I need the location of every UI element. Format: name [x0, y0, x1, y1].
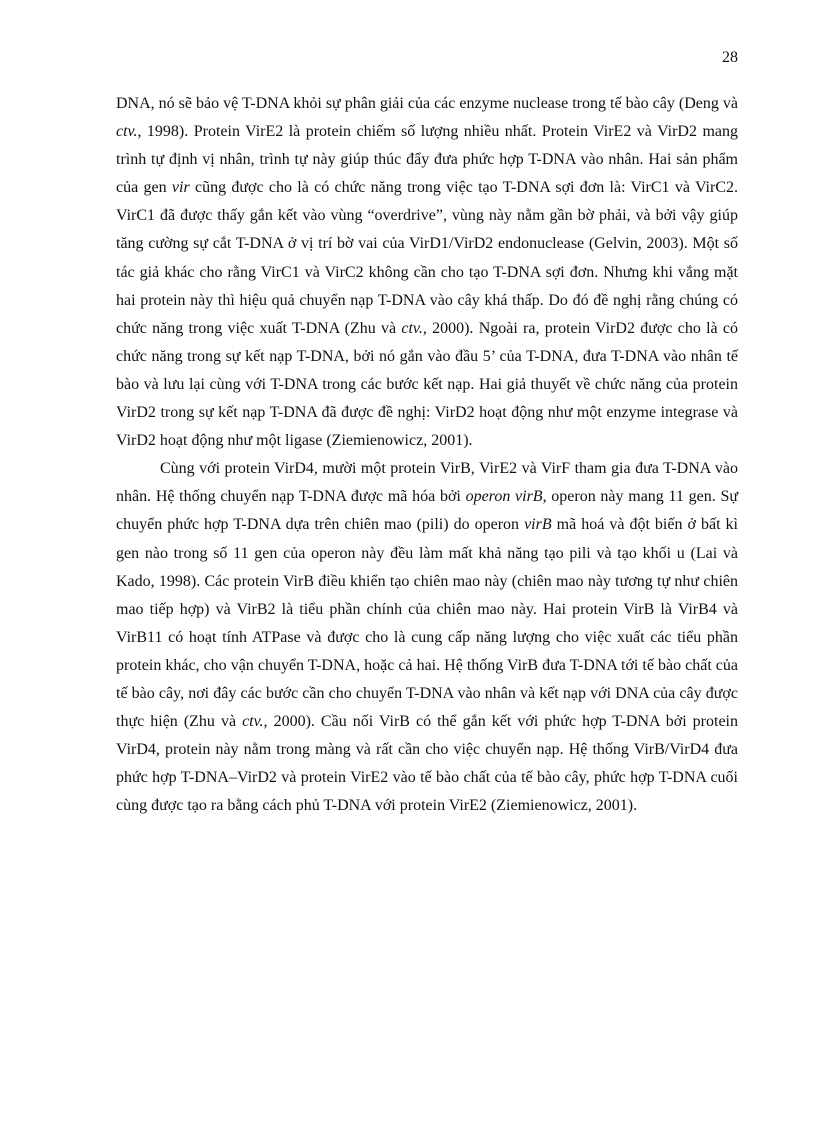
- text-run: Cùng với protein VirD4, mười một protein VirB, VirE2 và VirF tham gia đưa T-DNA vào nhân. Hệ thống chuyển nạp T-DNA được mã hóa bởi: [116, 460, 738, 506]
- text-run: DNA, nó sẽ bảo vệ T-DNA khỏi sự phân giải của các enzyme nuclease trong tế bào cây (Deng và: [116, 95, 738, 112]
- text-run: , 1998). Protein VirE2 là protein chiếm số lượng nhiều nhất. Protein VirE2 và VirD2 mang trình tự định vị nhân, trình tự này giúp thúc đẩy đưa phức hợp T-DNA vào nhân. Hai sản phẩm của gen: [116, 123, 738, 197]
- italic-text-run: ctv.: [401, 319, 423, 337]
- italic-text-run: virB: [524, 516, 552, 534]
- page-number: 28: [722, 49, 738, 66]
- italic-text-run: ctv.: [116, 123, 138, 141]
- text-run: mã hoá và đột biến ở bất kì gen nào trong số 11 gen của operon này đều làm mất khả năng tạo pili và tạo khối u (Lai và Kado, 1998). Các protein VirB điều khiển tạo chiên mao này (chiên mao này tương tự như chiên mao tiếp hợp) và VirB2 là tiểu phần chính của chiên mao này. Hai protein VirB là VirB4 và VirB11 có hoạt tính ATPase và được cho là cung cấp năng lượng cho việc xuất các tiểu phần protein khác, cho vận chuyển T-DNA, hoặc cả hai. Hệ thống VirB đưa T-DNA tới tế bào chất của tế bào cây, nơi đây các bước cần cho chuyển T-DNA vào nhân và kết nạp với DNA của cây được thực hiện (Zhu và: [116, 516, 738, 731]
- italic-text-run: operon virB,: [465, 488, 547, 506]
- text-run: , 2000). Ngoài ra, protein VirD2 được cho là có chức năng trong sự kết nạp T-DNA, bởi nó gắn vào đầu 5’ của T-DNA, đưa T-DNA vào nhân tế bào và lưu lại cùng với T-DNA trong các bước kết nạp. Hai giả thuyết về chức năng của protein VirD2 trong sự kết nạp T-DNA đã được đề nghị: VirD2 hoạt động như một enzyme integrase và VirD2 hoạt động như một ligase (Ziemienowicz, 2001).: [116, 319, 738, 450]
- paragraph-1: [116, 90, 738, 455]
- italic-text-run: ctv.: [242, 713, 264, 731]
- italic-text-run: vir: [171, 179, 190, 197]
- body-text: [116, 90, 738, 820]
- text-run: operon này mang 11 gen. Sự chuyển phức hợp T-DNA dựa trên chiên mao (pili) do operon: [116, 488, 739, 534]
- paragraph-2: [116, 455, 738, 820]
- text-run: , 2000). Cầu nối VirB có thể gắn kết với phức hợp T-DNA bởi protein VirD4, protein này nằm trong màng và rất cần cho việc chuyển nạp. Hệ thống VirB/VirD4 đưa phức hợp T-DNA–VirD2 và protein VirE2 vào tế bào chất của tế bào cây, phức hợp T-DNA cuối cùng được tạo ra bằng cách phủ T-DNA với protein VirE2 (Ziemienowicz, 2001).: [116, 713, 738, 815]
- text-run: cũng được cho là có chức năng trong việc tạo T-DNA sợi đơn là: VirC1 và VirC2. VirC1 đã được thấy gắn kết vào vùng “overdrive”, vùng này nằm gần bờ phải, và bởi vậy giúp tăng cường sự cắt T-DNA ở vị trí bờ vai của VirD1/VirD2 endonuclease (Gelvin, 2003). Một số tác giả khác cho rằng VirC1 và VirC2 không cần cho tạo T-DNA sợi đơn. Nhưng khi vắng mặt hai protein này thì hiệu quả chuyển nạp T-DNA vào cây khá thấp. Do đó đề nghị rằng chúng có chức năng trong việc xuất T-DNA (Zhu và: [116, 179, 738, 337]
